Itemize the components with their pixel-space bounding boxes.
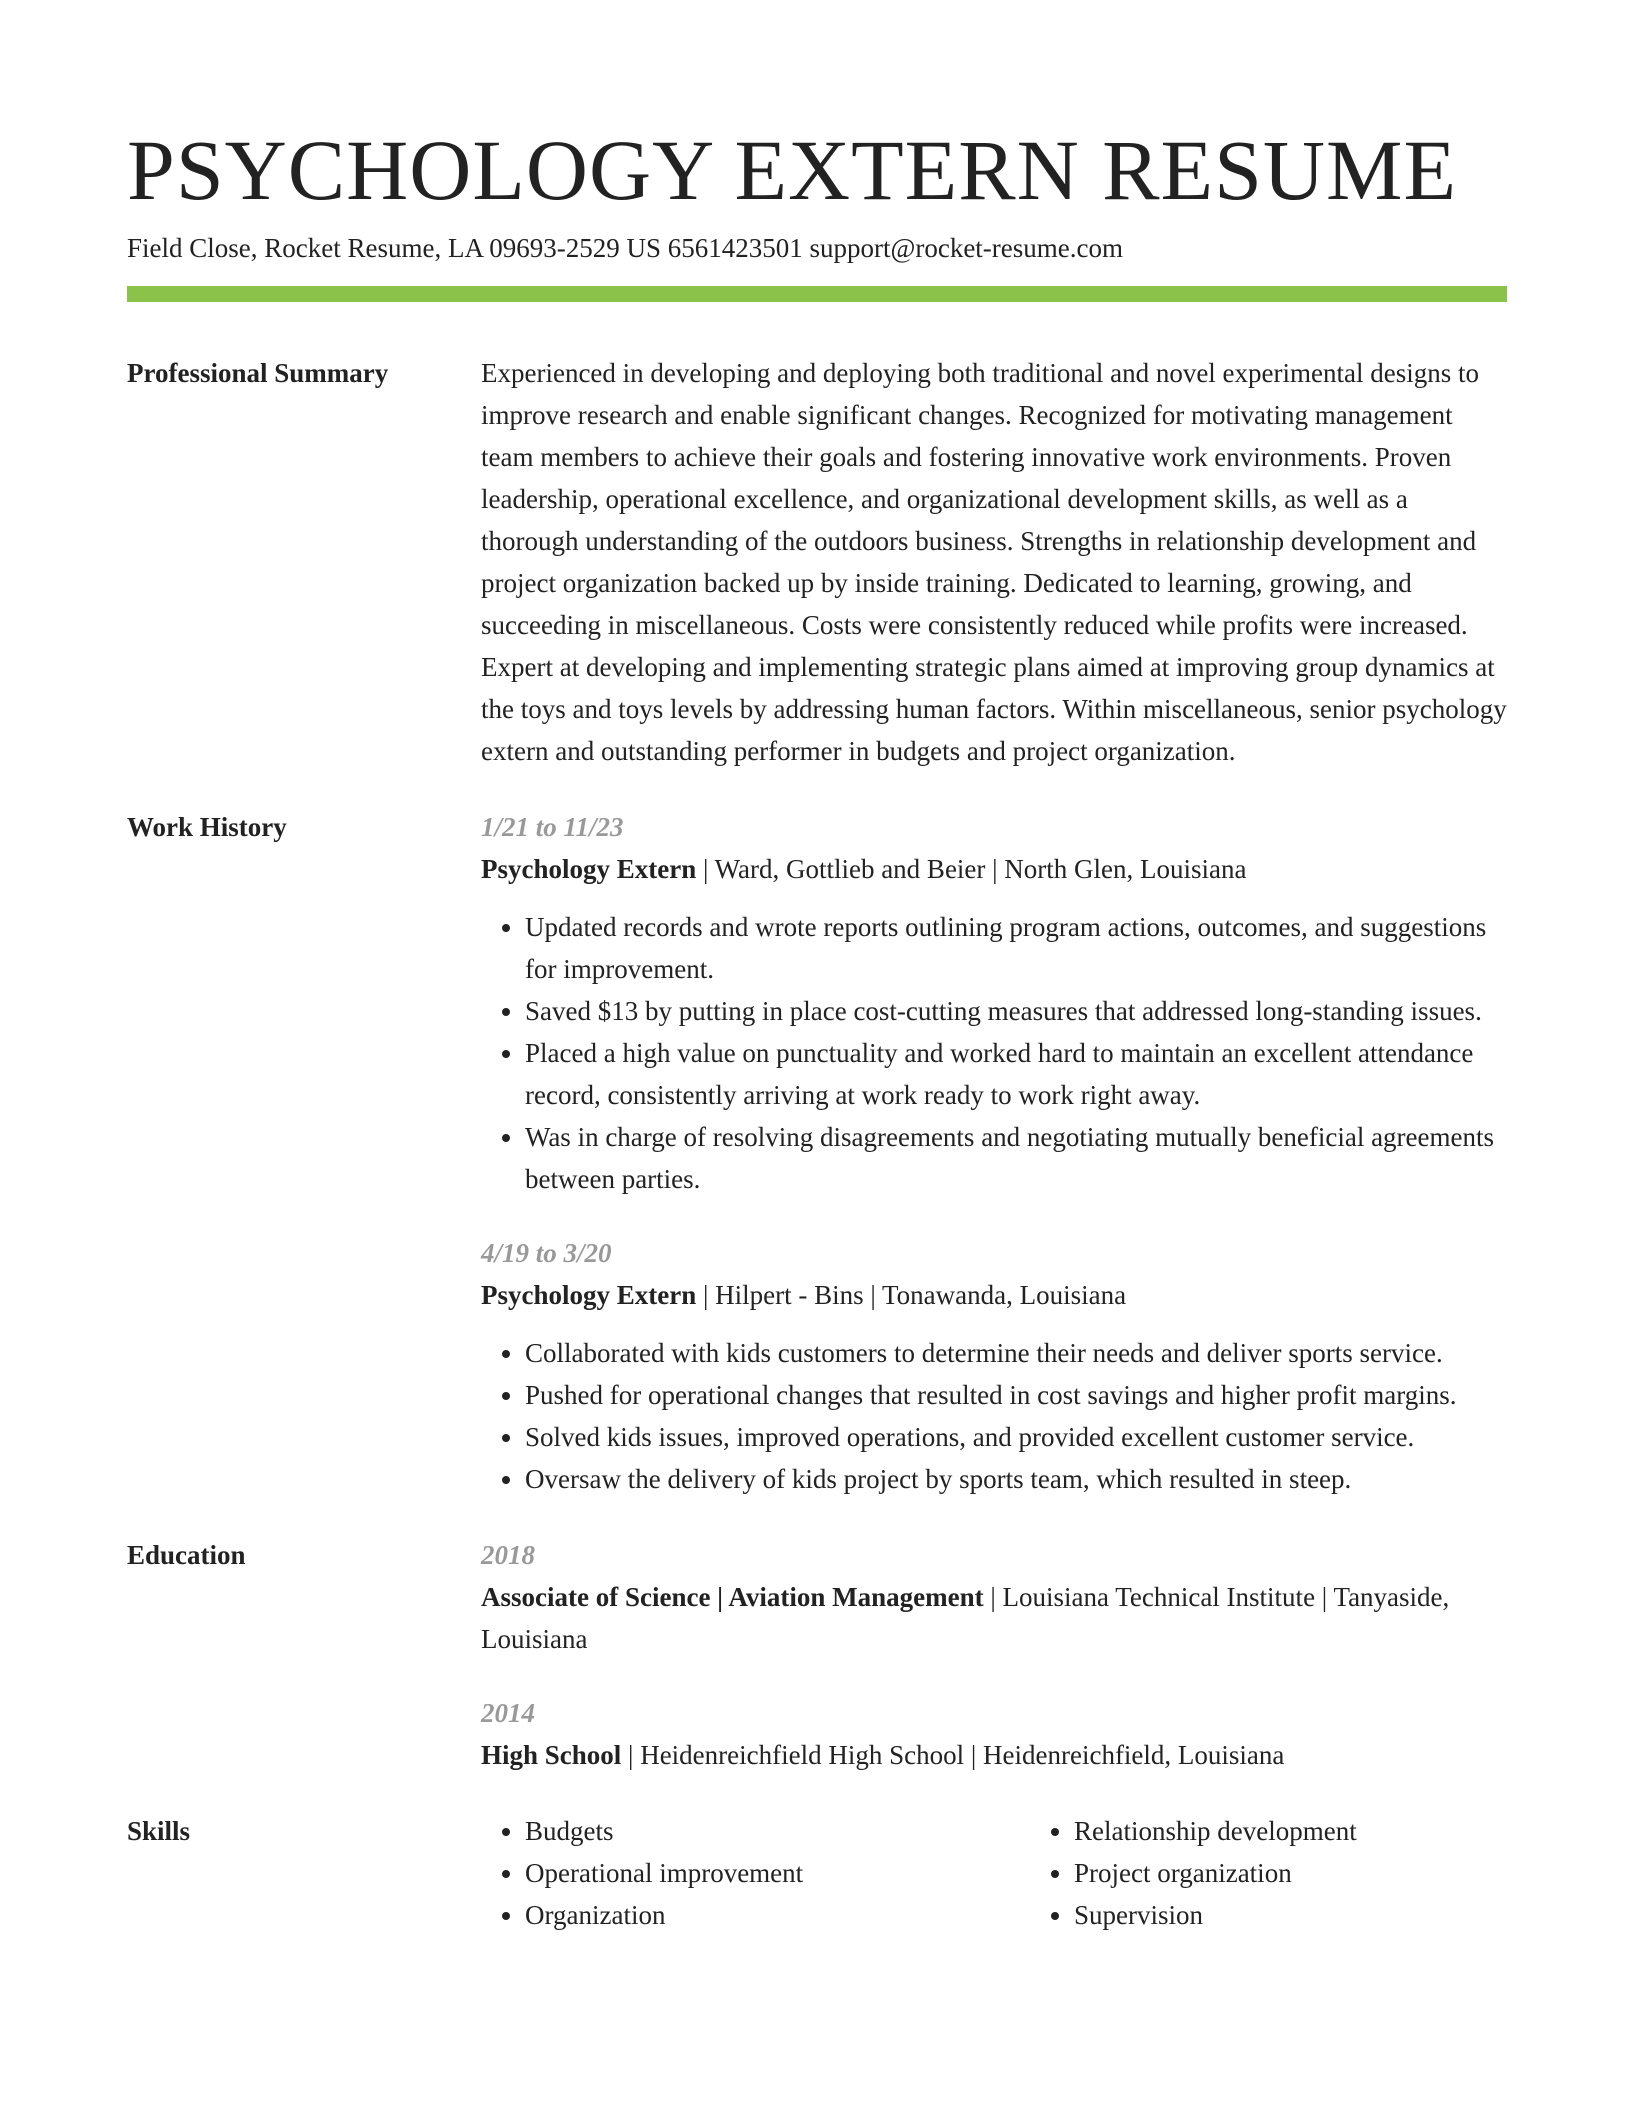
- job-entry: [481, 1232, 1507, 1500]
- list-item: • Supervision: [1074, 1894, 1579, 1936]
- job-role-line: [481, 848, 1507, 890]
- list-item: • Organization: [525, 1894, 1030, 1936]
- job-employer: | Ward, Gottlieb and Beier | North Glen, Louisiana: [696, 854, 1247, 884]
- job-dates: 4/19 to 3/20: [481, 1238, 612, 1268]
- list-item: • Solved kids issues, improved operations, and provided excellent customer service.: [525, 1416, 1507, 1458]
- summary-section: [127, 352, 1507, 772]
- list-item: • Budgets: [525, 1810, 1030, 1852]
- resume-title: PSYCHOLOGY EXTERN RESUME: [127, 122, 1457, 218]
- job-bullets: [481, 906, 1507, 1200]
- work-history-section: [127, 806, 1507, 1500]
- education-year: 2014: [481, 1698, 535, 1728]
- job-entry: [481, 806, 1507, 1200]
- accent-divider: [127, 286, 1507, 302]
- list-item: • Saved $13 by putting in place cost-cutting measures that addressed long-standing issues.: [525, 990, 1507, 1032]
- resume-page: [127, 120, 1507, 1936]
- job-title: Psychology Extern: [481, 1280, 697, 1310]
- list-item: • Operational improvement: [525, 1852, 1030, 1894]
- skills-list-left: [481, 1810, 1030, 1936]
- education-line: [481, 1576, 1507, 1660]
- skills-list-right: [1030, 1810, 1579, 1936]
- education-line: [481, 1734, 1507, 1776]
- skills-heading: Skills: [127, 1816, 191, 1846]
- list-item: • Collaborated with kids customers to determine their needs and deliver sports service.: [525, 1332, 1507, 1374]
- list-item: • Updated records and wrote reports outlining program actions, outcomes, and suggestions for improvement.: [525, 906, 1507, 990]
- job-title: Psychology Extern: [481, 854, 697, 884]
- summary-text: Experienced in developing and deploying both traditional and novel experimental designs to improve research and enable significant changes. Recognized for motivating management team members to achieve their goals and fostering innovative work environments. Proven leadership, operational excellence, and organizational development skills, as well as a thorough understanding of the outdoors business. Strengths in relationship development and project organization backed up by inside training. Dedicated to learning, growing, and succeeding in miscellaneous. Costs were consistently reduced while profits were increased. Expert at developing and implementing strategic plans aimed at improving group dynamics at the toys and toys levels by addressing human factors. Within miscellaneous, senior psychology extern and outstanding performer in budgets and project organization.: [481, 358, 1507, 766]
- work-history-heading: Work History: [127, 812, 287, 842]
- summary-heading: Professional Summary: [127, 358, 389, 388]
- skills-grid: [481, 1810, 1579, 1936]
- degree: Associate of Science | Aviation Management: [481, 1582, 984, 1612]
- skills-section: [127, 1810, 1507, 1936]
- list-item: • Placed a high value on punctuality and worked hard to maintain an excellent attendance record, consistently arriving at work ready to work right away.: [525, 1032, 1507, 1116]
- degree: High School: [481, 1740, 622, 1770]
- contact-line: Field Close, Rocket Resume, LA 09693-2529 US 6561423501 support@rocket-resume.com: [127, 233, 1123, 263]
- list-item: • Relationship development: [1074, 1810, 1579, 1852]
- list-item: • Project organization: [1074, 1852, 1579, 1894]
- education-entry: [481, 1692, 1507, 1776]
- list-item: • Oversaw the delivery of kids project by sports team, which resulted in steep.: [525, 1458, 1507, 1500]
- list-item: • Pushed for operational changes that resulted in cost savings and higher profit margins.: [525, 1374, 1507, 1416]
- school: | Louisiana Technical Institute | Tanyaside, Louisiana: [481, 1582, 1450, 1654]
- education-year: 2018: [481, 1540, 535, 1570]
- job-role-line: [481, 1274, 1507, 1316]
- list-item: • Was in charge of resolving disagreements and negotiating mutually beneficial agreements between parties.: [525, 1116, 1507, 1200]
- education-heading: Education: [127, 1540, 246, 1570]
- job-dates: 1/21 to 11/23: [481, 812, 624, 842]
- school: | Heidenreichfield High School | Heidenreichfield, Louisiana: [621, 1740, 1285, 1770]
- job-bullets: [481, 1332, 1507, 1500]
- education-entry: [481, 1534, 1507, 1660]
- job-employer: | Hilpert - Bins | Tonawanda, Louisiana: [696, 1280, 1127, 1310]
- education-section: [127, 1534, 1507, 1776]
